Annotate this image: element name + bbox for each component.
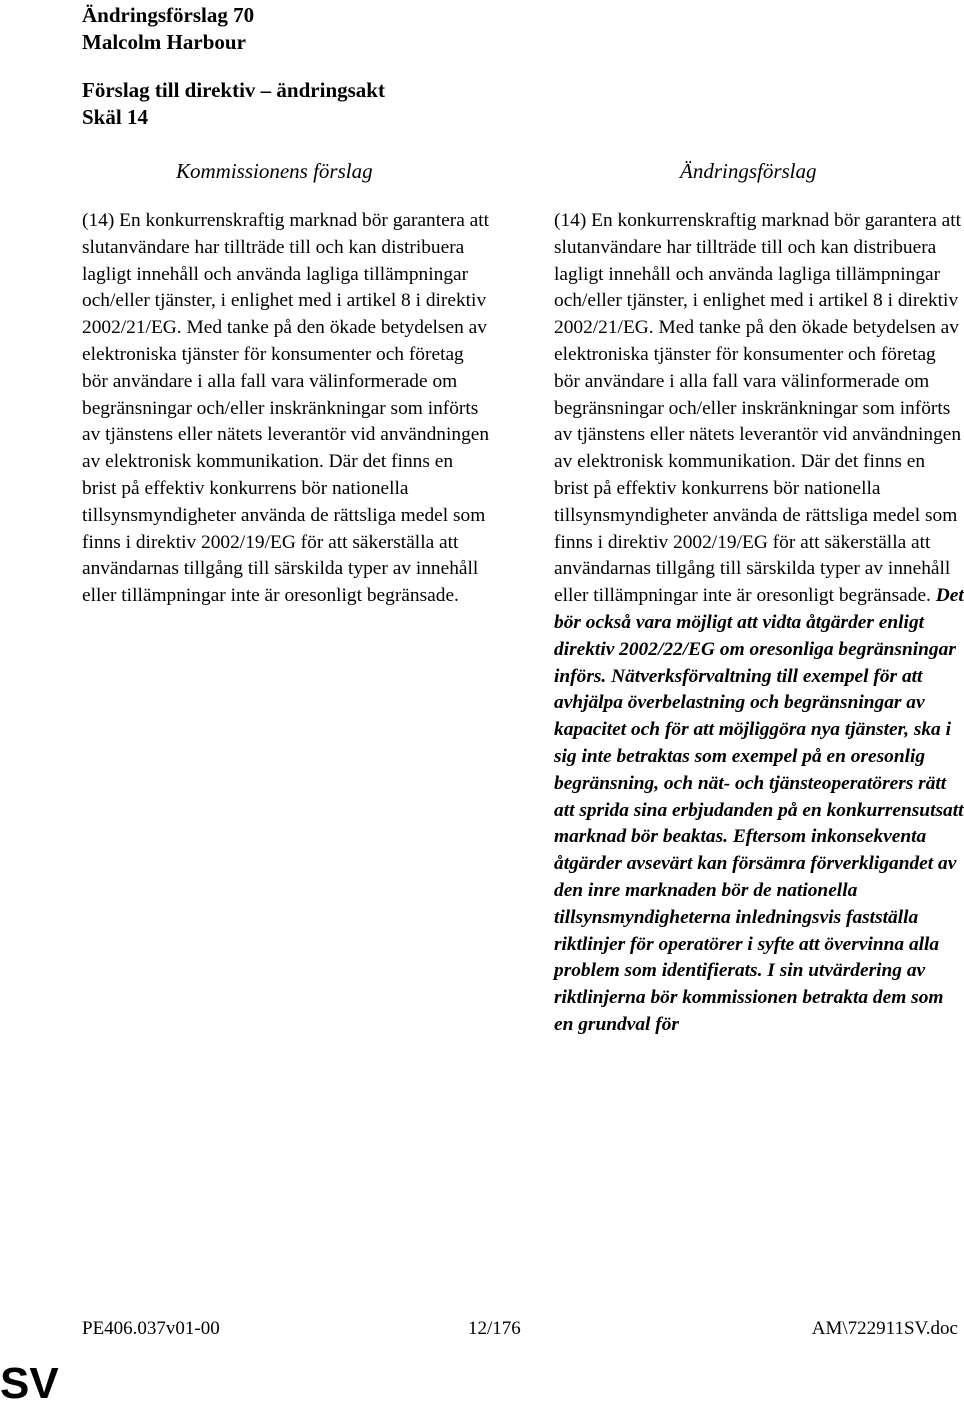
- commission-text-column: [82, 208, 492, 610]
- amendment-unchanged-text: (14) En konkurrenskraftig marknad bör garantera att slutanvändare har tillträde till och kan distribuera lagligt innehåll och använda lagliga tillämpningar och/eller tjänster, i enlighet med i artikel 8 i direktiv 2002/21/EG. Med tanke på den ökade betydelsen av elektroniska tjänster för konsumenter och företag bör användare i alla fall vara välinformerade om begränsningar och/eller inskränkningar som införts av tjänstens eller nätets leverantör vid användningen av elektronisk kommunikation. Där det finns en brist på effektiv konkurrens bör nationella tillsynsmyndigheter använda de rättsliga medel som finns i direktiv 2002/19/EG för att säkerställa att användarnas tillgång till särskilda typer av innehåll eller tillämpningar inte är oresonligt begränsade.: [554, 210, 962, 607]
- commission-text: (14) En konkurrenskraftig marknad bör garantera att slutanvändare har tillträde till och kan distribuera lagligt innehåll och använda lagliga tillämpningar och/eller tjänster, i enlighet med i artikel 8 i direktiv 2002/21/EG. Med tanke på den ökade betydelsen av elektroniska tjänster för konsumenter och företag bör användare i alla fall vara välinformerade om begränsningar och/eller inskränkningar som införts av tjänstens eller nätets leverantör vid användningen av elektronisk kommunikation. Där det finns en brist på effektiv konkurrens bör nationella tillsynsmyndigheter använda de rättsliga medel som finns i direktiv 2002/19/EG för att säkerställa att användarnas tillgång till särskilda typer av innehåll eller tillämpningar inte är oresonligt begränsade.: [82, 210, 490, 607]
- amendment-added-text: Det bör också vara möjligt att vidta åtgärder enligt direktiv 2002/22/EG om oresonliga begränsningar införs. Nätverksförvaltning till exempel för att avhjälpa överbelastning och begränsningar av kapacitet och för att möjliggöra nya tjänster, ska i sig inte betraktas som exempel på en oresonlig begränsning, och nät- och tjänsteoperatörers rätt att sprida sina erbjudanden på en konkurrensutsatt marknad bör beaktas. Eftersom inkonsekventa åtgärder avsevärt kan försämra förverkligandet av den inre marknaden bör de nationella tillsynsmyndigheterna inledningsvis fastställa riktlinjer för operatörer i syfte att övervinna alla problem som identifierats. I sin utvärdering av riktlinjerna bör kommissionen betrakta dem som en grundval för: [554, 585, 964, 1035]
- proposal-label: Förslag till direktiv – ändringsakt: [82, 78, 385, 102]
- amendment-number: Ändringsförslag 70: [82, 3, 255, 27]
- amendment-text: [554, 208, 964, 1039]
- footer-reference: PE406.037v01-00: [82, 1318, 220, 1339]
- amendment-heading: Ändringsförslag: [680, 159, 817, 183]
- footer-document-id: AM\722911SV.doc: [811, 1318, 958, 1339]
- recital-label: Skäl 14: [82, 105, 148, 129]
- language-code: SV: [0, 1359, 59, 1408]
- author-name: Malcolm Harbour: [82, 30, 246, 54]
- commission-proposal-heading: Kommissionens förslag: [176, 159, 373, 183]
- footer-page-number: 12/176: [468, 1318, 521, 1339]
- amendment-text-column: [554, 208, 964, 1039]
